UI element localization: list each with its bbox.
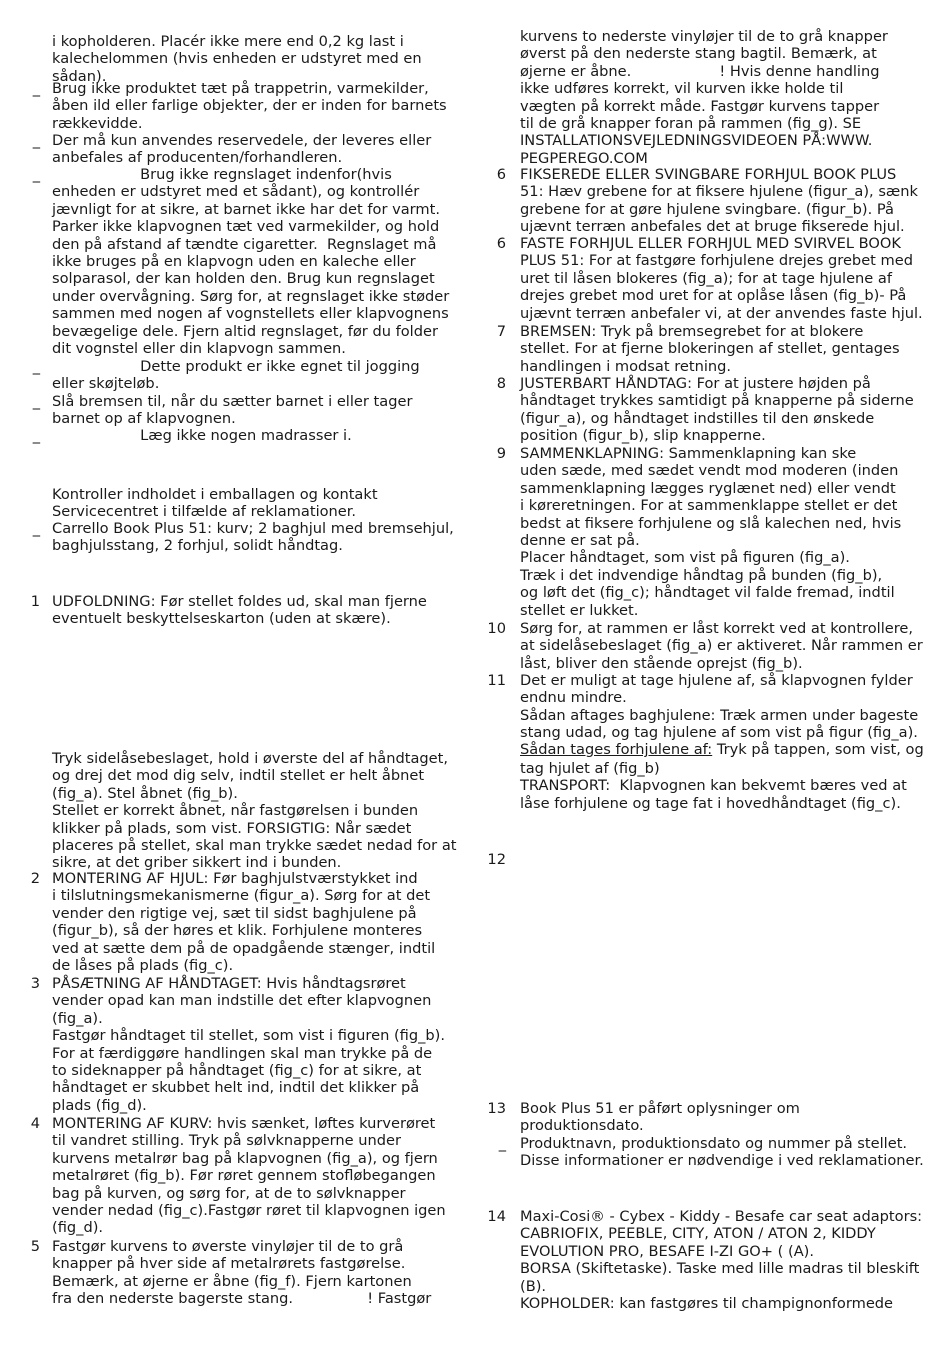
text-block <box>30 1238 432 1308</box>
item-marker: 4 <box>30 1115 40 1132</box>
text-line: PÅSÆTNING AF HÅNDTAGET: Hvis håndtagsrøret <box>52 975 406 992</box>
text-line: ikke bruges på en klapvogn uden en kaleche eller <box>52 252 416 270</box>
text-line: For at færdiggøre handlingen skal man trykke på de <box>52 1044 433 1062</box>
underlined-heading: Sådan tages forhjulene af: <box>520 741 713 758</box>
text-line: til de grå knapper foran på rammen (fig_g). SE <box>520 114 862 132</box>
text-line: rækkevidde. <box>52 114 143 132</box>
text-line: PLUS 51: For at fastgøre forhjulene drejes grebet med <box>520 252 913 270</box>
text-line: SAMMENKLAPNING: Sammenklapning kan ske <box>520 445 857 462</box>
text-line: Tryk sidelåsebeslaget, hold i øverste del af håndtaget, <box>52 750 449 767</box>
text-block <box>32 358 420 393</box>
text-line: håndtaget er skubbet helt ind, indtil det klikker på <box>52 1079 420 1097</box>
text-line: eller skøjteløb. <box>52 375 160 393</box>
text-line: barnet op af klapvognen. <box>52 410 236 428</box>
text-line: Servicecentret i tilfælde af reklamationer. <box>52 503 357 521</box>
text-line: uret til låsen blokeres (fig_a); for at tage hjulene af <box>520 269 892 287</box>
text-line: dit vognstel eller din klapvogn sammen. <box>52 339 346 357</box>
text-line: ujævnt terræn anbefaler vi, at der anvendes faste hjul. <box>520 304 923 322</box>
text-line: Maxi-Cosi® - Cybex - Kiddy - Besafe car seat adaptors: <box>520 1208 923 1225</box>
text-line: vender nedad (fig_c).Fastgør røret til klapvognen igen <box>52 1201 446 1219</box>
text-line: handlingen i modsat retning. <box>520 357 732 375</box>
text-line-rest: Tryk på tappen, som vist, og <box>712 741 924 758</box>
text-block <box>32 427 352 444</box>
text-line: og drej det mod dig selv, indtil stellet er helt åbnet <box>52 767 425 785</box>
item-marker: _ <box>498 1135 506 1152</box>
text-line: Brug ikke produktet tæt på trappetrin, varmekilder, <box>52 80 429 97</box>
text-block <box>52 33 422 85</box>
text-block <box>32 132 432 167</box>
text-line: TRANSPORT: Klapvognen kan bekvemt bæres ved at <box>520 777 907 795</box>
text-line: Stellet er korrekt åbnet, når fastgørelsen i bunden <box>52 802 419 820</box>
text-line: enheden er udstyret med et sådant), og kontrollér <box>52 183 420 201</box>
text-block <box>30 1115 446 1237</box>
item-marker: 1 <box>30 593 40 610</box>
text-line: klikker på plads, som vist. FORSIGTIG: Når sædet <box>52 819 412 837</box>
text-block <box>32 393 413 428</box>
text-line: CABRIOFIX, PEEBLE, CITY, ATON / ATON 2, KIDDY <box>520 1225 876 1243</box>
text-line: kalechelommen (hvis enheden er udstyret med en <box>52 50 422 68</box>
text-line: Det er muligt at tage hjulene af, så klapvognen fylder <box>520 672 913 689</box>
text-block <box>30 975 446 1114</box>
text-line: Slå bremsen til, når du sætter barnet i eller tager <box>52 393 413 410</box>
text-line: Produktnavn, produktionsdato og nummer på stellet. <box>520 1135 908 1152</box>
text-line: (fig_a). <box>52 1009 103 1027</box>
text-line: (fig_a). Stel åbnet (fig_b). <box>52 784 238 802</box>
text-line: og løft det (fig_c); håndtaget vil falde fremad, indtil <box>520 584 895 602</box>
text-line: Dette produkt er ikke egnet til jogging <box>52 358 420 375</box>
text-line: Disse informationer er nødvendige i ved reklamationer. <box>520 1152 924 1170</box>
text-line: to sideknapper på håndtaget (fig_c) for at sikre, at <box>52 1061 422 1079</box>
text-line: åben ild eller farlige objekter, der er inden for barnets <box>52 97 447 115</box>
text-block <box>52 486 378 521</box>
text-line: KOPHOLDER: kan fastgøres til champignonformede <box>520 1294 894 1312</box>
text-block <box>487 672 919 742</box>
text-line: stang udad, og tag hjulene af som vist på figur (fig_a). <box>520 724 918 742</box>
text-line: Parker ikke klapvognen tæt ved varmekilder, og hold <box>52 218 440 236</box>
text-line: den på afstand af tændte cigaretter. Regnslaget må <box>52 235 437 253</box>
text-line: til vandret stilling. Tryk på sølvknapperne under <box>52 1132 401 1150</box>
text-line: baghjulsstang, 2 forhjul, solidt håndtag. <box>52 537 343 555</box>
text-line: BREMSEN: Tryk på bremsegrebet for at blokere <box>520 323 864 340</box>
item-marker: _ <box>32 358 40 375</box>
text-block <box>52 750 457 872</box>
text-line: (B). <box>520 1277 547 1295</box>
text-line: knapper på hver side af metalrørets fastgørelse. <box>52 1255 406 1273</box>
text-block <box>487 620 923 672</box>
text-line: JUSTERBART HÅNDTAG: For at justere højden på <box>520 375 871 392</box>
text-line: uden sæde, med sædet vendt mod moderen (inden <box>520 462 899 480</box>
text-line: PEGPEREGO.COM <box>520 149 648 167</box>
text-line: kurvens to nederste vinyløjer til de to grå knapper <box>520 28 888 45</box>
text-line: låst, bliver den stående oprejst (fig_b). <box>520 654 803 672</box>
text-line: i kopholderen. Placér ikke mere end 0,2 kg last i <box>52 33 404 50</box>
text-line: Der må kun anvendes reservedele, der leveres eller <box>52 132 432 149</box>
text-line: i køreretningen. For at sammenklappe stellet er det <box>520 497 898 515</box>
item-marker: _ <box>32 393 40 410</box>
text-line: stellet. For at fjerne blokeringen af stellet, gentages <box>520 340 900 358</box>
text-line: placeres på stellet, skal man trykke sædet nedad for at <box>52 836 457 854</box>
text-line: øjerne er åbne. ! Hvis denne handling <box>520 62 880 80</box>
item-marker: 8 <box>496 375 506 392</box>
item-marker: 2 <box>30 870 40 887</box>
item-marker: 14 <box>487 1208 506 1225</box>
text-line: metalrøret (fig_b). Før røret gennem stofløbegangen <box>52 1167 436 1185</box>
text-block <box>30 870 436 974</box>
text-line: stellet er lukket. <box>520 601 639 619</box>
text-line: FASTE FORHJUL ELLER FORHJUL MED SVIRVEL BOOK <box>520 235 901 252</box>
text-line: jævnligt for at sikre, at barnet ikke har det for varmt. <box>52 200 440 218</box>
item-marker: _ <box>32 132 40 149</box>
text-line: UDFOLDNING: Før stellet foldes ud, skal man fjerne <box>52 593 427 610</box>
item-marker: 7 <box>496 323 506 340</box>
text-line: Fastgør håndtaget til stellet, som vist i figuren (fig_b). <box>52 1027 446 1045</box>
text-line: endnu mindre. <box>520 689 627 707</box>
text-line: sikre, at det griber sikkert ind i bunden. <box>52 854 342 872</box>
text-line: (figur_a), og håndtaget indstilles til den ønskede <box>520 409 875 427</box>
item-marker: 13 <box>487 1100 506 1117</box>
text-line: under overvågning. Sørg for, at regnslaget ikke støder <box>52 287 450 305</box>
text-line: denne er sat på. <box>520 531 640 549</box>
text-line: ved at sætte dem på de opadgående stænger, indtil <box>52 939 436 957</box>
text-line: Sørg for, at rammen er låst korrekt ved at kontrollere, <box>520 620 914 637</box>
text-block <box>487 1100 800 1135</box>
text-line: fra den nederste bagerste stang. ! Fastgør <box>52 1290 432 1308</box>
item-marker: 3 <box>30 975 40 992</box>
text-line: Træk i det indvendige håndtag på bunden (fig_b), <box>520 566 883 584</box>
text-line: bevægelige dele. Fjern altid regnslaget, før du folder <box>52 322 438 340</box>
text-line: Fastgør kurvens to øverste vinyløjer til de to grå <box>52 1238 404 1255</box>
text-line: øverst på den nederste stang bagtil. Bemærk, at <box>520 45 877 63</box>
text-line: drejes grebet mod uret for at oplåse låsen (fig_b)- På <box>520 287 907 305</box>
text-line: i tilslutningsmekanismerne (figur_a). Sørg for at det <box>52 887 431 905</box>
text-block <box>496 235 923 322</box>
item-marker: 10 <box>487 620 506 637</box>
text-line: INSTALLATIONSVEJLEDNINGSVIDEOEN PÅ:WWW. <box>520 132 873 150</box>
text-line: Bemærk, at øjerne er åbne (fig_f). Fjern kartonen <box>52 1272 412 1290</box>
text-line: BORSA (Skiftetaske). Taske med lille madras til bleskift <box>520 1260 920 1278</box>
text-block <box>32 80 447 132</box>
text-line: Læg ikke nogen madrasser i. <box>52 427 352 444</box>
text-block <box>520 760 907 812</box>
text-line: bedst at fiksere forhjulene og slå kalechen ned, hvis <box>520 514 902 532</box>
text-block <box>487 1208 923 1312</box>
text-block <box>520 28 888 167</box>
text-line: eventuelt beskyttelseskarton (uden at skære). <box>52 610 391 628</box>
item-marker: _ <box>32 520 40 537</box>
text-line: vender opad kan man indstille det efter klapvognen <box>52 992 432 1010</box>
text-line <box>520 741 924 758</box>
text-line: solparasol, der kan holden den. Brug kun regnslaget <box>52 270 435 288</box>
text-block <box>496 323 900 375</box>
text-block <box>32 520 454 555</box>
text-line: plads (fig_d). <box>52 1096 147 1114</box>
text-line: anbefales af producenten/forhandleren. <box>52 149 343 167</box>
text-line: FIKSEREDE ELLER SVINGBARE FORHJUL BOOK PLUS <box>520 166 897 183</box>
text-line: vægten på korrekt måde. Fastgør kurvens tapper <box>520 97 880 115</box>
text-line: Placer håndtaget, som vist på figuren (fig_a). <box>520 549 850 567</box>
text-line: MONTERING AF KURV: hvis sænket, løftes kurverøret <box>52 1115 436 1132</box>
text-block <box>496 445 902 619</box>
text-line: sådan). <box>52 67 107 85</box>
item-marker: 5 <box>30 1238 40 1255</box>
item-marker: _ <box>32 166 40 183</box>
text-block <box>520 741 924 758</box>
text-line: håndtaget trykkes samtidigt på knapperne på siderne <box>520 392 914 410</box>
text-line: position (figur_b), slip knapperne. <box>520 427 766 445</box>
item-marker: _ <box>32 80 40 97</box>
text-line: sammen med nogen af vognstellets eller klapvognens <box>52 305 449 323</box>
text-line: 51: Hæv grebene for at fiksere hjulene (figur_a), sænk <box>520 183 918 201</box>
item-marker: 11 <box>487 672 506 689</box>
item-marker: 12 <box>487 851 506 868</box>
text-line: Book Plus 51 er påført oplysninger om <box>520 1100 800 1117</box>
text-line: at sidelåsebeslaget (fig_a) er aktiveret. Når rammen er <box>520 637 923 655</box>
text-block <box>32 166 450 357</box>
text-line: Kontroller indholdet i emballagen og kontakt <box>52 486 378 503</box>
text-line: MONTERING AF HJUL: Før baghjulstværstykket ind <box>52 870 418 887</box>
text-line: (figur_b), så der høres et klik. Forhjulene monteres <box>52 922 423 940</box>
text-line: produktionsdato. <box>520 1117 644 1135</box>
item-marker: 9 <box>496 445 506 462</box>
item-marker: 6 <box>496 235 506 252</box>
text-block <box>498 1135 924 1170</box>
text-line: Brug ikke regnslaget indenfor(hvis <box>52 166 392 183</box>
text-block <box>30 593 427 628</box>
text-line: vender den rigtige vej, sæt til sidst baghjulene på <box>52 904 417 922</box>
text-line: ikke udføres korrekt, vil kurven ikke holde til <box>520 80 844 98</box>
text-line: kurvens metalrør bag på klapvognen (fig_a), og fjern <box>52 1149 438 1167</box>
text-line: tag hjulet af (fig_b) <box>520 760 660 777</box>
text-line: sammenklapning lægges ryglænet ned) eller vendt <box>520 479 896 497</box>
text-line: ujævnt terræn anbefales det at bruge fikserede hjul. <box>520 218 905 236</box>
text-line: Sådan aftages baghjulene: Træk armen under bageste <box>520 706 919 724</box>
item-marker: 6 <box>496 166 506 183</box>
text-block <box>496 166 918 236</box>
item-marker: _ <box>32 427 40 444</box>
text-block <box>496 375 914 445</box>
text-line: bag på kurven, og sørg for, at de to sølvknapper <box>52 1184 406 1202</box>
text-line: EVOLUTION PRO, BESAFE I-ZI GO+ ( (A). <box>520 1242 815 1260</box>
text-line: Carrello Book Plus 51: kurv; 2 baghjul med bremsehjul, <box>52 520 454 537</box>
text-line: de låses på plads (fig_c). <box>52 956 234 974</box>
text-line: grebene for at gøre hjulene svingbare. (figur_b). På <box>520 200 894 218</box>
text-line: låse forhjulene og tage fat i hovedhåndtaget (fig_c). <box>520 794 901 812</box>
text-line: (fig_d). <box>52 1219 104 1237</box>
